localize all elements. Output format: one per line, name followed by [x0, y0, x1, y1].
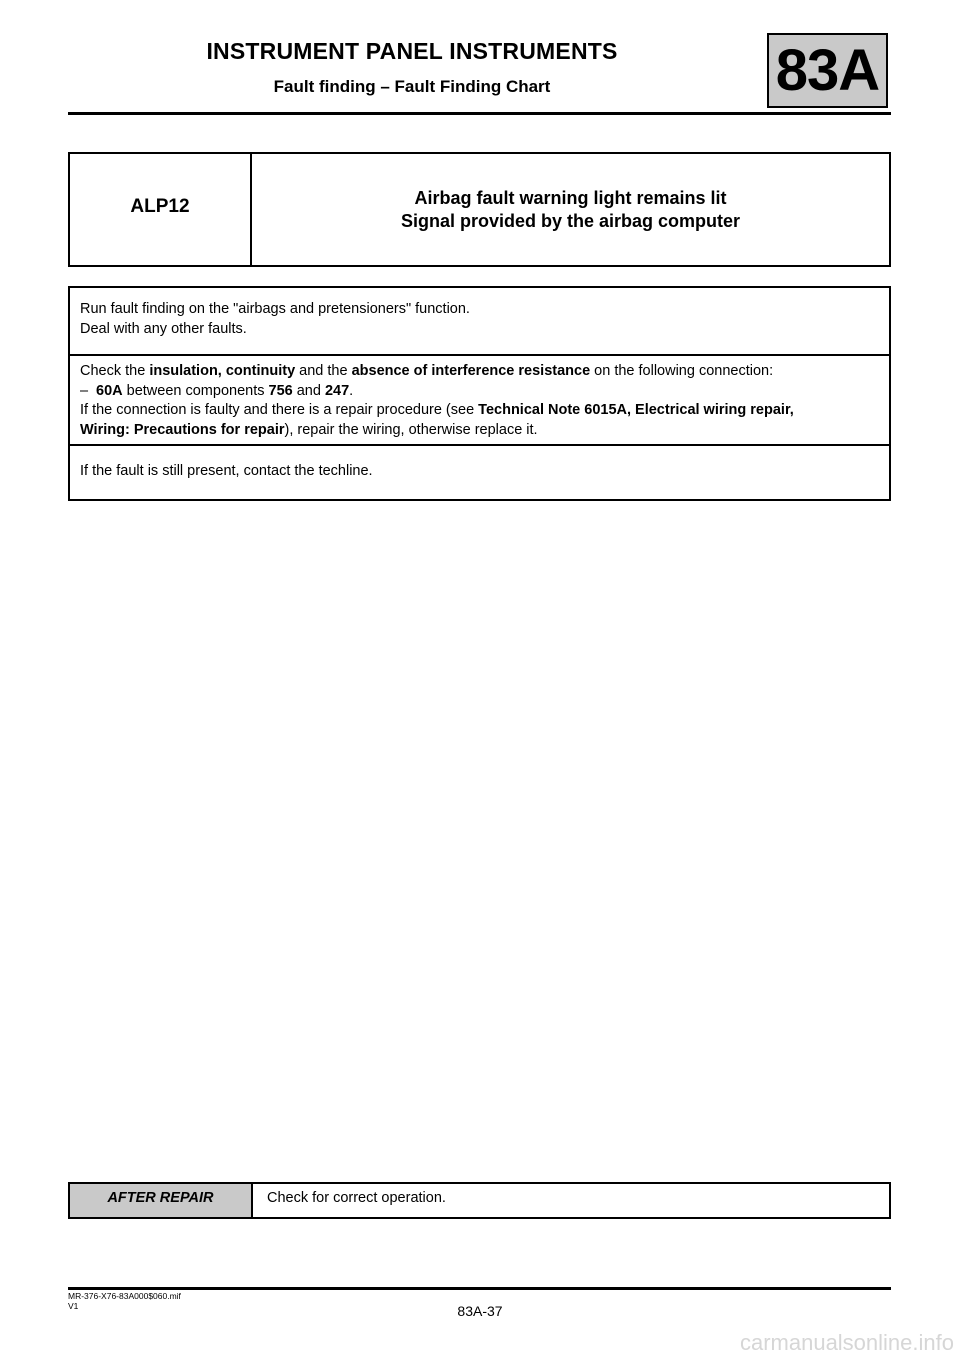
- fault-code-box: [68, 152, 891, 267]
- component-number: 756: [268, 382, 293, 399]
- connection-item: [80, 382, 879, 402]
- page-title: INSTRUMENT PANEL INSTRUMENTS: [206, 38, 618, 64]
- after-repair-label: AFTER REPAIR: [70, 1184, 253, 1217]
- fault-description-line2: Signal provided by the airbag computer: [400, 211, 741, 231]
- version-label: V1: [68, 1301, 79, 1311]
- procedure-step: [70, 356, 889, 446]
- reference-link: Technical Note 6015A, Electrical wiring repair,: [478, 402, 794, 418]
- step-text: Run fault finding on the "airbags and pretensioners" function.: [80, 301, 470, 317]
- list-dash: –: [80, 382, 89, 399]
- text-run: on the following connection:: [590, 363, 774, 379]
- bold-term: insulation, continuity: [149, 363, 296, 379]
- after-repair-box: [68, 1182, 891, 1219]
- procedure-step: [70, 288, 889, 356]
- procedure-steps: [68, 286, 891, 501]
- text-run: and the: [295, 363, 352, 379]
- step-text: If the fault is still present, contact the techline.: [80, 463, 373, 479]
- fault-code: ALP12: [70, 154, 252, 265]
- fault-description: [252, 154, 889, 265]
- watermark: carmanualsonline.info: [739, 1330, 954, 1355]
- step-text: [80, 401, 879, 421]
- reference-link: Wiring: Precautions for repair: [80, 421, 285, 438]
- bold-term: absence of interference resistance: [351, 363, 591, 379]
- component-number: 247: [324, 382, 350, 399]
- text-run: and: [292, 382, 325, 399]
- header-divider: [68, 112, 891, 115]
- text-run: between components: [122, 382, 269, 399]
- after-repair-text: Check for correct operation.: [267, 1190, 446, 1206]
- page-number: 83A-37: [457, 1303, 503, 1319]
- fault-description-line1: Airbag fault warning light remains lit: [414, 188, 727, 208]
- section-code-badge: 83A: [767, 33, 888, 108]
- page-subtitle: Fault finding – Fault Finding Chart: [273, 77, 551, 96]
- text-run: Check the: [80, 363, 150, 379]
- text-run: ), repair the wiring, otherwise replace it.: [284, 421, 538, 438]
- procedure-step: [70, 446, 889, 499]
- step-text: Deal with any other faults.: [80, 320, 247, 337]
- text-run: If the connection is faulty and there is a repair procedure (see: [80, 402, 479, 418]
- step-text: [80, 362, 879, 382]
- step-text: [80, 421, 879, 441]
- text-run: .: [349, 382, 354, 399]
- file-reference: MR-376-X76-83A000$060.mif: [68, 1291, 181, 1301]
- connection-code: 60A: [96, 382, 123, 399]
- footer-divider: [68, 1287, 891, 1290]
